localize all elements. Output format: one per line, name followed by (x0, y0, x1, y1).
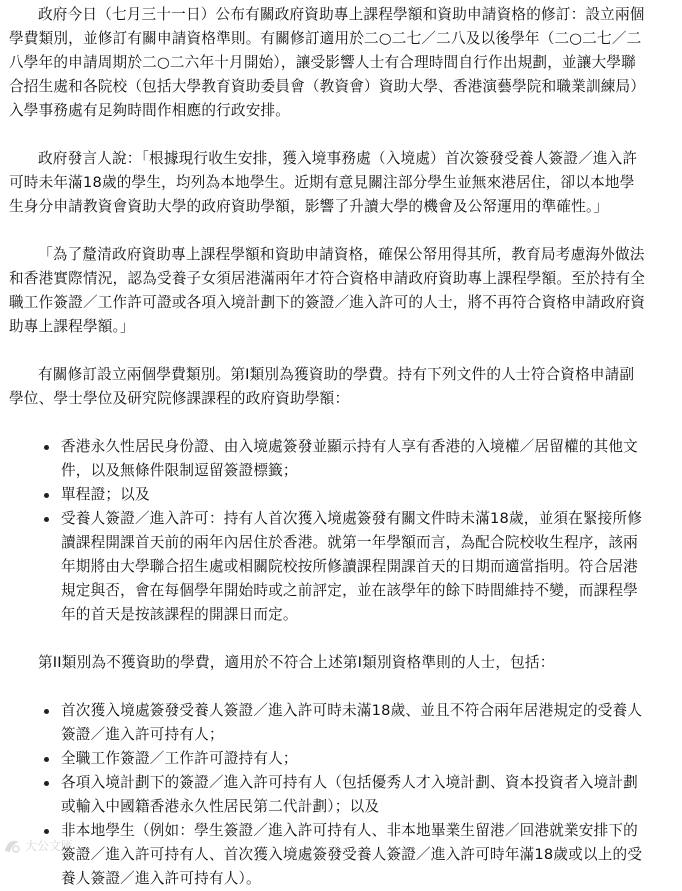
bullet-icon (44, 493, 49, 498)
list-item (61, 819, 648, 891)
list-item (61, 507, 648, 627)
list-item-text: 單程證；以及 (61, 486, 150, 503)
bullet-icon (44, 445, 49, 450)
paragraph-gap (0, 675, 682, 699)
article-body (0, 3, 682, 891)
watermark-text: 大公文匯 (25, 839, 74, 853)
paragraph-gap (0, 339, 682, 363)
paragraph-gap (0, 219, 682, 243)
paragraph-spokesman-quote-2: 「為了釐清政府資助專上課程學額和資助申請資格，確保公帑用得其所，教育局考慮海外做法和香港實際情況，認為受養子女須居港滿兩年才符合資格申請政府資助專上課程學額。至於持有全職工作簽證／工作許可證或各項入境計劃下的簽證／進入許可的人士，將不再符合資格申請政府資助專上課程學額。」 (9, 246, 646, 335)
list-item-text: 受養人簽證／進入許可：持有人首次獲入境處簽發有關文件時未滿18歲，並須在緊接所修讀課程開課首天前的兩年內居住於香港。就第一年學額而言，為配合院校收生程序，該兩年期將由大學聯合招生處或相關院校按所修讀課程開課首天的日期而適當指明。符合居港規定與否，會在每個學年開始時或之前評定，並在該學年的餘下時間維持不變，而課程學年的首天是按該課程的開課日而定。 (61, 510, 643, 623)
list-item-text: 香港永久性居民身份證、由入境處簽發並顯示持有人享有香港的入境權／居留權的其他文件，以及無條件限制逗留簽證標籤； (61, 438, 638, 479)
paragraph-announcement: 政府今日（七月三十一日）公布有關政府資助專上課程學額和資助申請資格的修訂：設立兩個學費類別，並修訂有關申請資格準則。有關修訂適用於二○二七／二八及以後學年（二○二七／二八學年的申請周期於二○二六年十月開始），讓受影響人士有合理時間自行作出規劃，並讓大學聯合招生處和各院校（包括大學教育資助委員會（教資會）資助大學、香港演藝學院和職業訓練局）入學事務處有足夠時間作相應的行政安排。 (9, 6, 646, 119)
paragraph-category-1-intro: 有關修訂設立兩個學費類別。第I類別為獲資助的學費。持有下列文件的人士符合資格申請副學位、學士學位及研究院修課課程的政府資助學額： (9, 366, 635, 407)
list-item (61, 771, 648, 819)
list-item-text: 非本地學生（例如：學生簽證／進入許可持有人、非本地畢業生留港／回港就業安排下的簽證／進入許可持有人、首次獲入境處簽發受養人簽證／進入許可時年滿18歲或以上的受養人簽證／進入許可持有人）。 (61, 822, 643, 887)
category-1-document-list (0, 435, 682, 627)
bullet-icon (44, 517, 49, 522)
bullet-icon (44, 757, 49, 762)
list-item (61, 747, 648, 771)
list-item (61, 435, 648, 483)
watermark (2, 835, 73, 857)
list-item-text: 全職工作簽證／工作許可證持有人； (61, 750, 298, 767)
bullet-icon (44, 709, 49, 714)
list-item (61, 483, 648, 507)
paragraph-gap (0, 627, 682, 651)
paragraph-gap (0, 411, 682, 435)
paragraph-category-2-intro: 第II類別為不獲資助的學費，適用於不符合上述第I類別資格準則的人士，包括： (38, 654, 555, 671)
list-item-text: 各項入境計劃下的簽證／進入許可持有人（包括優秀人才入境計劃、資本投資者入境計劃或輸入中國籍香港永久性居民第二代計劃）；以及 (61, 774, 638, 815)
category-2-holder-list (0, 699, 682, 891)
paragraph-spokesman-quote-1: 政府發言人說：「根據現行收生安排，獲入境事務處（入境處）首次簽發受養人簽證／進入許可時未年滿18歲的學生，均列為本地學生。近期有意見關注部分學生並無來港居住，卻以本地學生身分申請教資會資助大學的政府資助學額，影響了升讀大學的機會及公帑運用的準確性。」 (9, 150, 638, 215)
paragraph-gap (0, 123, 682, 147)
bullet-icon (44, 781, 49, 786)
list-item-text: 首次獲入境處簽發受養人簽證／進入許可時未滿18歲、並且不符合兩年居港規定的受養人簽證／進入許可持有人； (61, 702, 643, 743)
list-item (61, 699, 648, 747)
logo-mark-icon (2, 837, 22, 855)
